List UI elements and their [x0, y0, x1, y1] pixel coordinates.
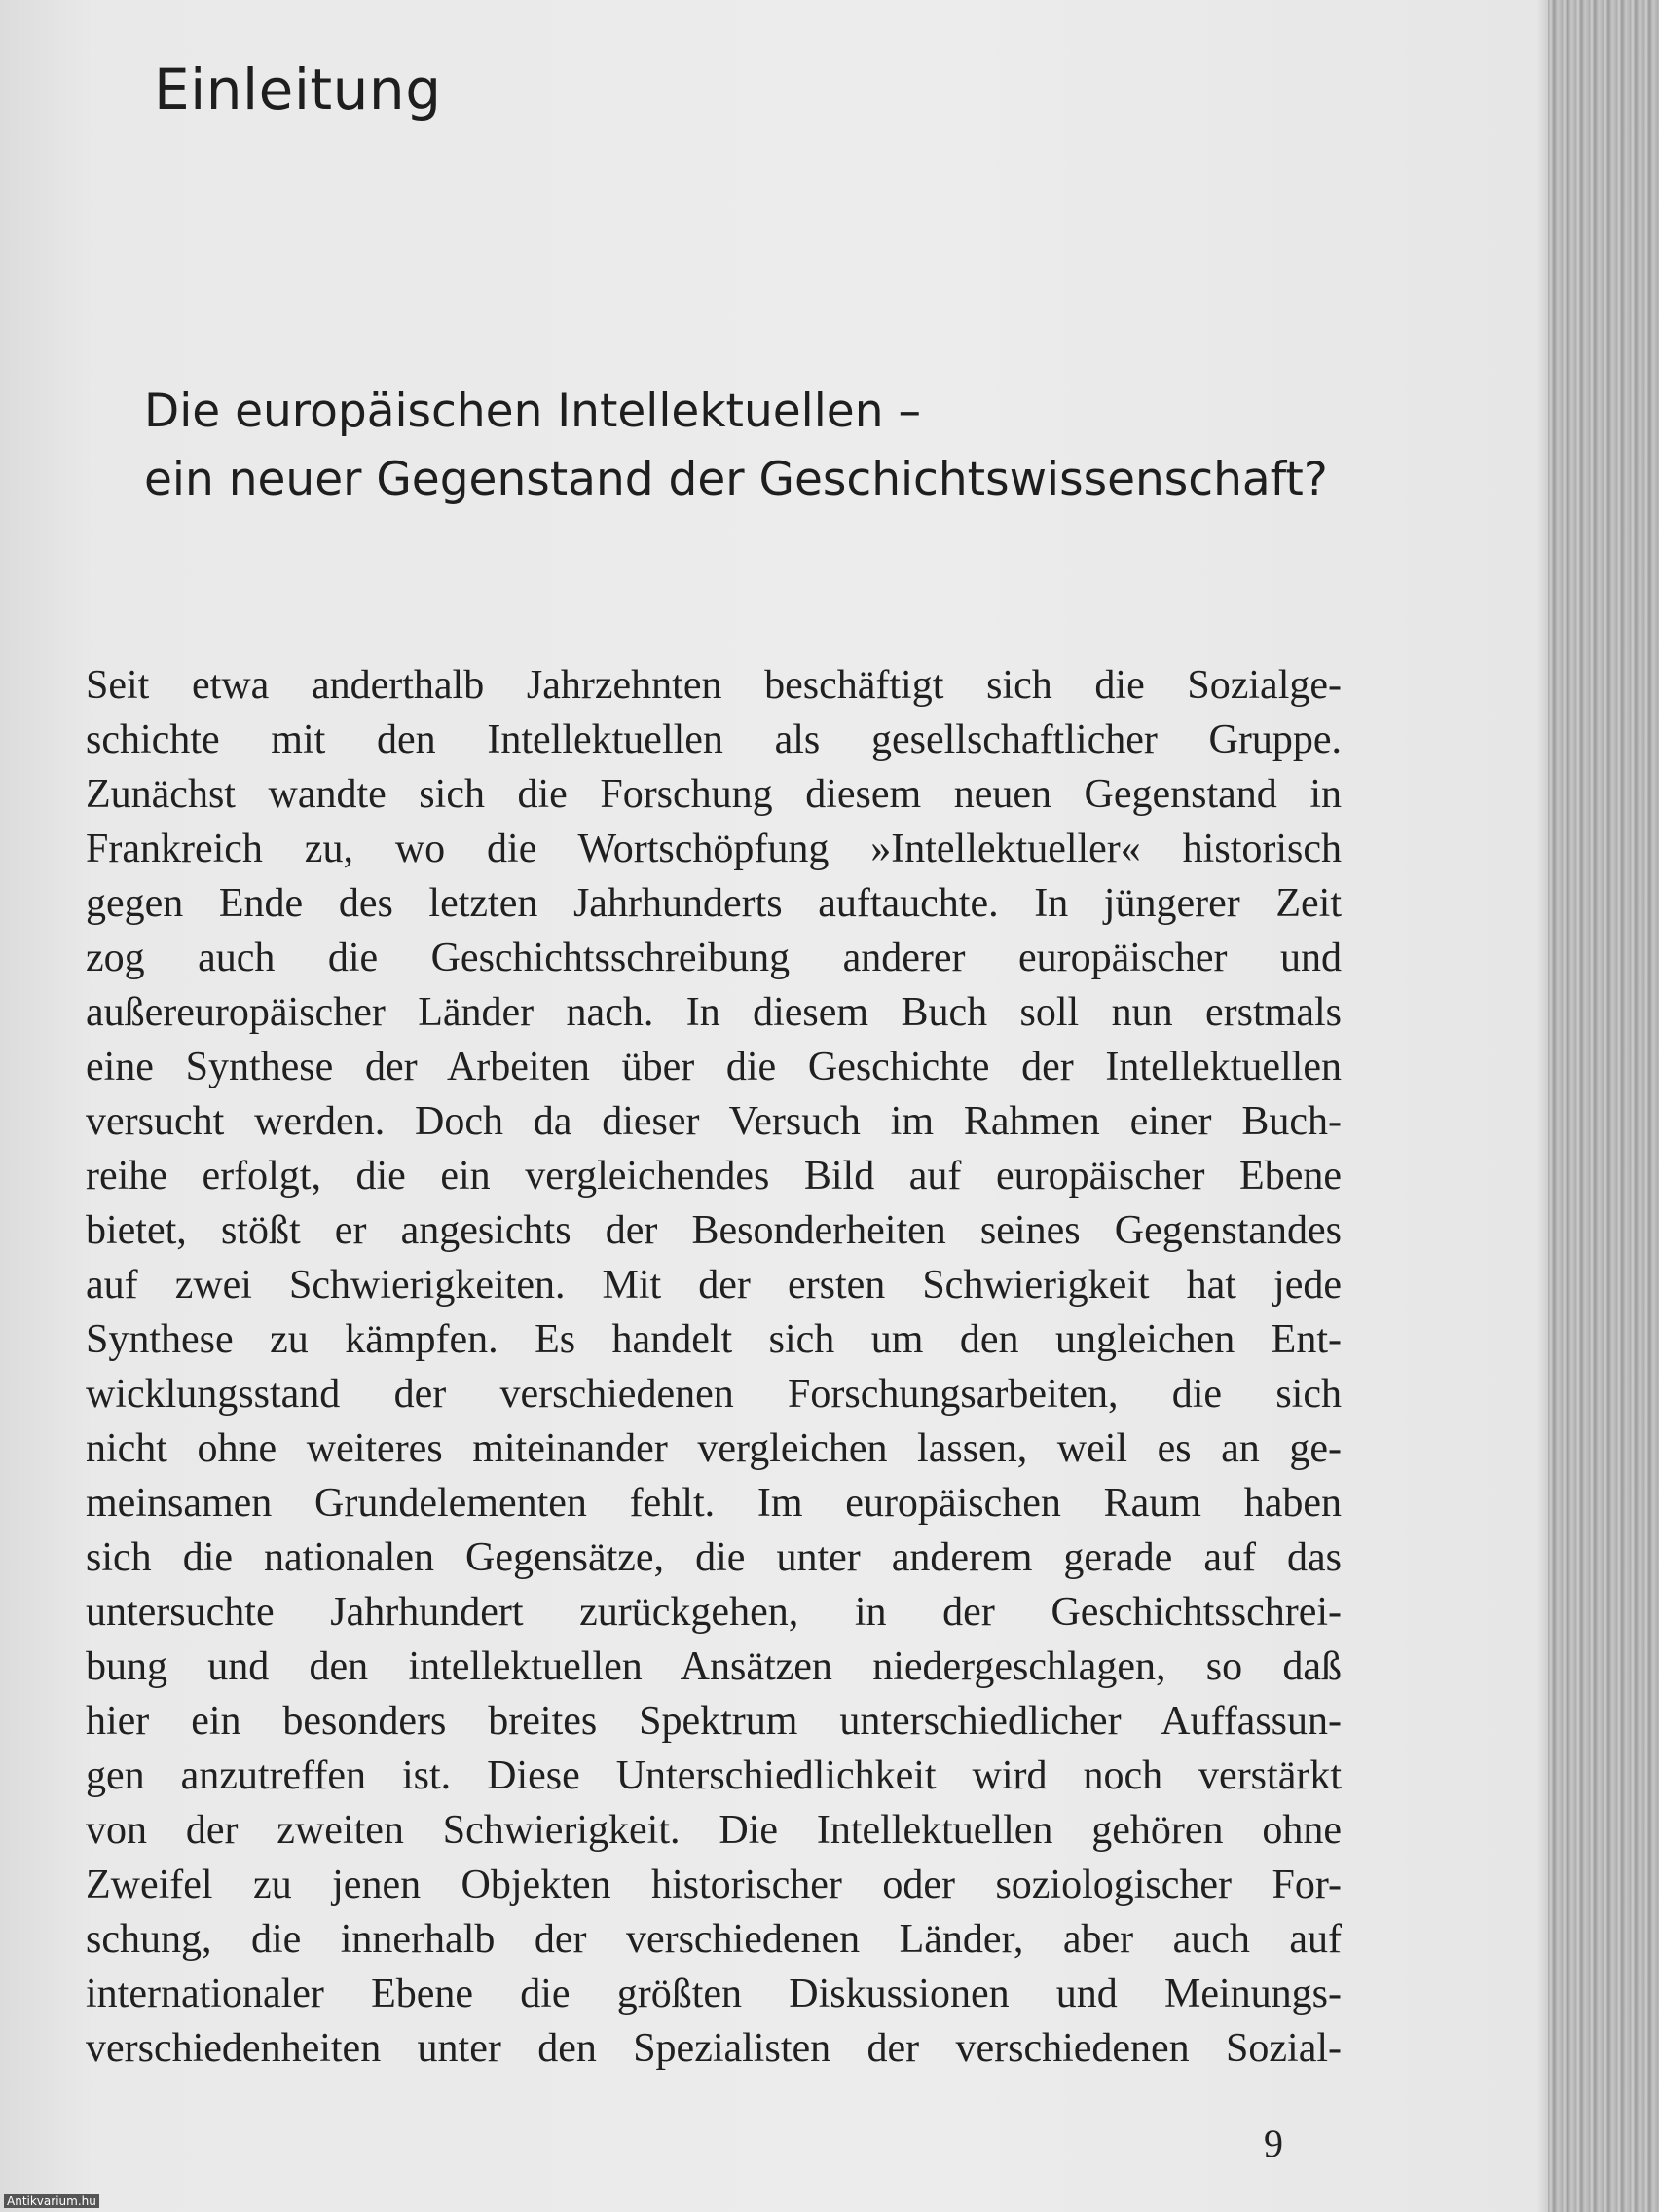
text-line: schichte mit den Intellektuellen als gesellschaftlicher Gruppe. [86, 718, 1342, 762]
section-title-line: ein neuer Gegenstand der Geschichtswissenschaft? [144, 453, 1328, 506]
section-title-line: Die europäischen Intellektuellen – [144, 385, 921, 438]
text-line: schung, die innerhalb der verschiedenen Länder, aber auch auf [86, 1917, 1342, 1962]
page-edge-stack [1548, 0, 1659, 2212]
text-line: wicklungsstand der verschiedenen Forschungsarbeiten, die sich [86, 1372, 1342, 1417]
section-title [144, 378, 1410, 514]
text-line: Zunächst wandte sich die Forschung diesem neuen Gegenstand in [86, 772, 1342, 817]
text-line: außereuropäischer Länder nach. In diesem Buch soll nun erstmals [86, 990, 1342, 1035]
text-line: gen anzutreffen ist. Diese Unterschiedlichkeit wird noch verstärkt [86, 1753, 1342, 1798]
text-line: eine Synthese der Arbeiten über die Geschichte der Intellektuellen [86, 1045, 1342, 1089]
page-number: 9 [1264, 2121, 1283, 2165]
text-line: internationaler Ebene die größten Diskussionen und Meinungs- [86, 1972, 1342, 2016]
text-line: auf zwei Schwierigkeiten. Mit der ersten Schwierigkeit hat jede [86, 1263, 1342, 1308]
chapter-title: Einleitung [154, 56, 442, 123]
text-line: hier ein besonders breites Spektrum unterschiedlicher Auffassun- [86, 1699, 1342, 1744]
text-line: Frankreich zu, wo die Wortschöpfung »Intellektueller« historisch [86, 827, 1342, 871]
text-line: reihe erfolgt, die ein vergleichendes Bild auf europäischer Ebene [86, 1154, 1342, 1198]
text-line: versucht werden. Doch da dieser Versuch im Rahmen einer Buch- [86, 1099, 1342, 1144]
text-line: meinsamen Grundelementen fehlt. Im europäischen Raum haben [86, 1481, 1342, 1526]
body-paragraph [86, 658, 1342, 2076]
text-line: Synthese zu kämpfen. Es handelt sich um den ungleichen Ent- [86, 1317, 1342, 1362]
text-line: bietet, stößt er angesichts der Besonderheiten seines Gegenstandes [86, 1208, 1342, 1253]
text-line: bung und den intellektuellen Ansätzen niedergeschlagen, so daß [86, 1644, 1342, 1689]
text-line: Seit etwa anderthalb Jahrzehnten beschäftigt sich die Sozialge- [86, 663, 1342, 708]
text-line: untersuchte Jahrhundert zurückgehen, in der Geschichtsschrei- [86, 1590, 1342, 1635]
text-line: zog auch die Geschichtsschreibung anderer europäischer und [86, 936, 1342, 980]
text-line: nicht ohne weiteres miteinander vergleichen lassen, weil es an ge- [86, 1426, 1342, 1471]
text-line: von der zweiten Schwierigkeit. Die Intellektuellen gehören ohne [86, 1808, 1342, 1853]
text-line: gegen Ende des letzten Jahrhunderts auftauchte. In jüngerer Zeit [86, 881, 1342, 926]
text-line: Zweifel zu jenen Objekten historischer oder soziologischer For- [86, 1862, 1342, 1907]
watermark: Antikvarium.hu [4, 2194, 99, 2208]
text-line: verschiedenheiten unter den Spezialisten der verschiedenen Sozial- [86, 2026, 1342, 2071]
text-line: sich die nationalen Gegensätze, die unter anderem gerade auf das [86, 1535, 1342, 1580]
